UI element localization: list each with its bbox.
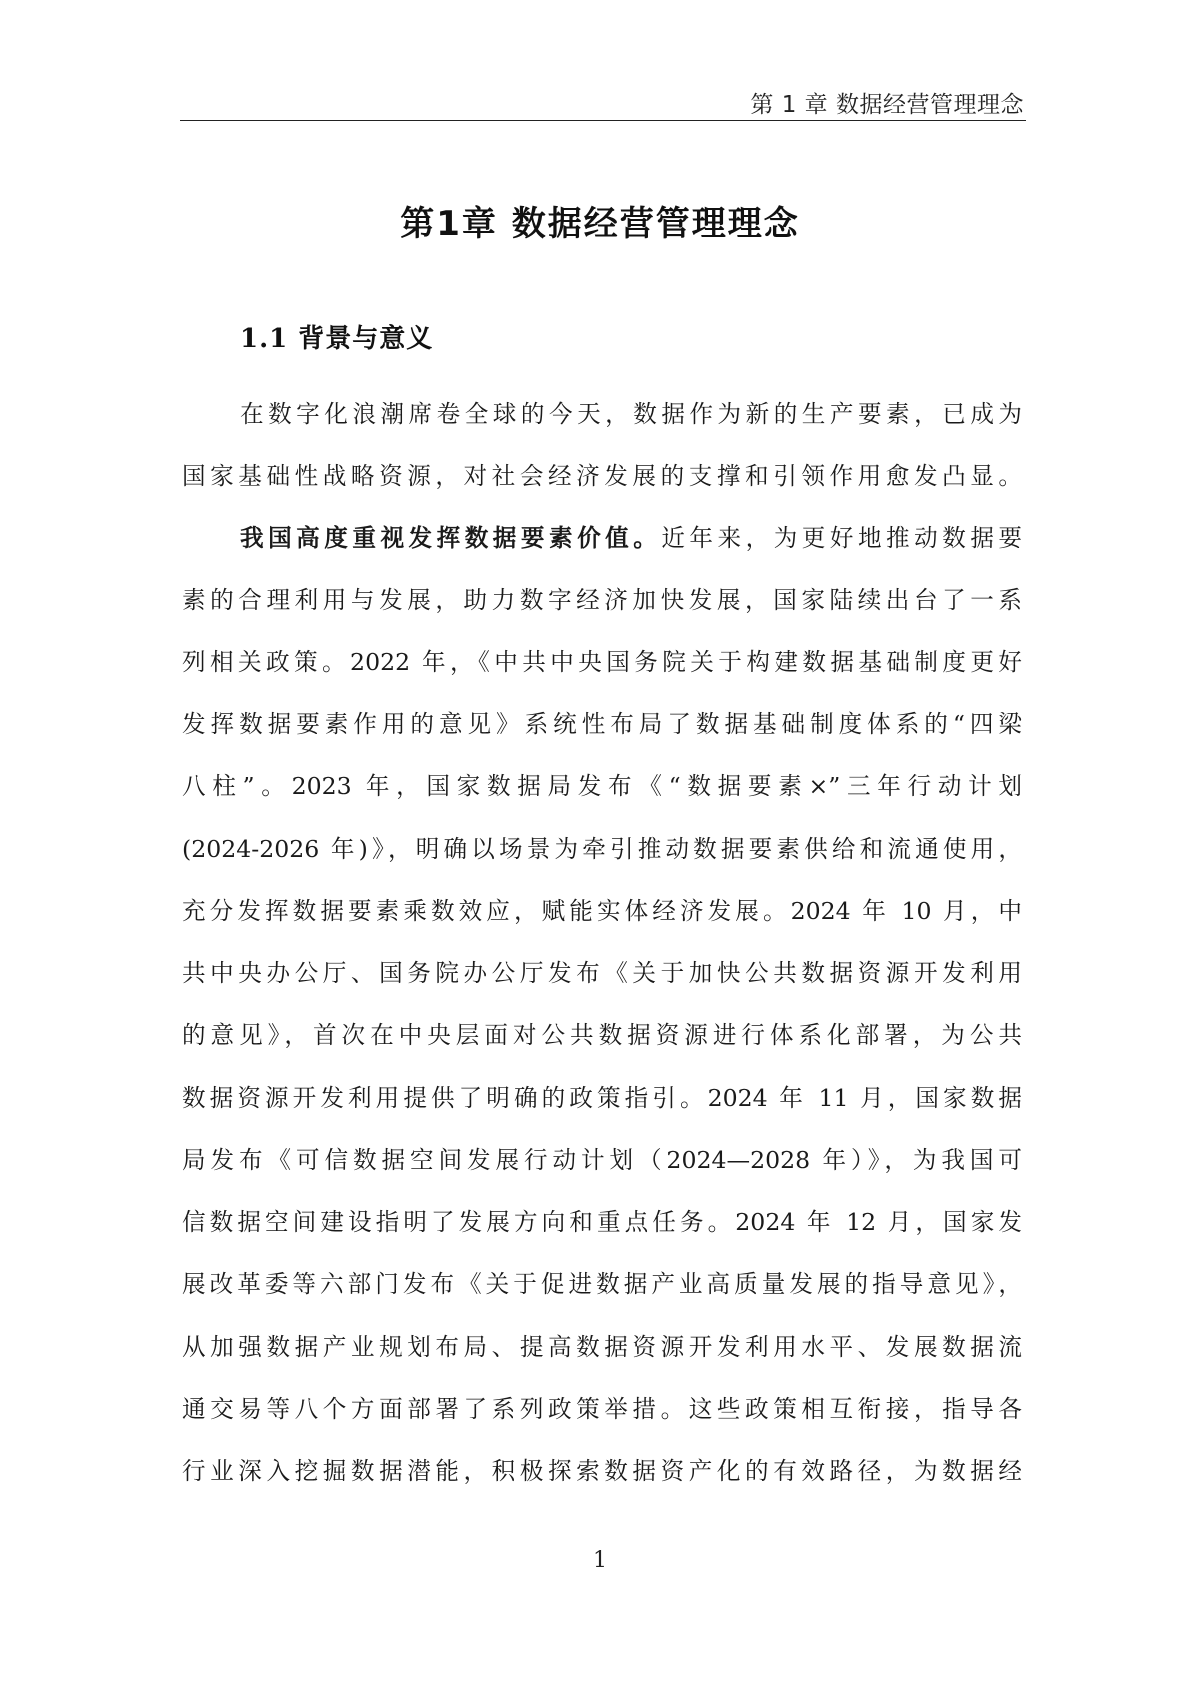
paragraph-2-line-15: 通交易等八个方面部署了系列政策举措。这些政策相互衔接，指导各	[182, 1395, 1022, 1423]
paragraph-2-line-8: 共中央办公厅、国务院办公厅发布《关于加快公共数据资源开发利用	[182, 959, 1022, 987]
paragraph-2-line-3: 列相关政策。2022 年，《中共中央国务院关于构建数据基础制度更好	[182, 648, 1022, 676]
paragraph-2-lead-rest: 近年来，为更好地推动数据要	[661, 524, 1023, 552]
paragraph-2-line-14: 从加强数据产业规划布局、提高数据资源开发利用水平、发展数据流	[182, 1333, 1022, 1361]
paragraph-2-line-5: 八柱”。2023 年，国家数据局发布《“数据要素×”三年行动计划	[182, 772, 1022, 800]
paragraph-2-lead: 我国高度重视发挥数据要素价值。	[240, 524, 662, 552]
paragraph-2-line-1	[240, 518, 1022, 558]
chapter-title: 第1章 数据经营管理理念	[400, 204, 800, 244]
paragraph-2-line-2: 素的合理利用与发展，助力数字经济加快发展，国家陆续出台了一系	[182, 586, 1022, 614]
paragraph-2-line-11: 局发布《可信数据空间发展行动计划（2024—2028 年）》，为我国可	[182, 1146, 1022, 1174]
paragraph-1-line-2: 国家基础性战略资源，对社会经济发展的支撑和引领作用愈发凸显。	[182, 462, 1022, 490]
paragraph-2-line-9: 的意见》，首次在中央层面对公共数据资源进行体系化部署，为公共	[182, 1021, 1022, 1049]
paragraph-1-line-1: 在数字化浪潮席卷全球的今天，数据作为新的生产要素，已成为	[240, 400, 1022, 428]
running-header: 第 1 章 数据经营管理理念	[750, 92, 1024, 118]
section-heading: 1.1 背景与意义	[240, 324, 434, 354]
paragraph-2-line-16: 行业深入挖掘数据潜能，积极探索数据资产化的有效路径，为数据经	[182, 1457, 1022, 1485]
paragraph-2-line-12: 信数据空间建设指明了发展方向和重点任务。2024 年 12 月，国家发	[182, 1208, 1022, 1236]
paragraph-2-line-4: 发挥数据要素作用的意见》系统性布局了数据基础制度体系的“四梁	[182, 710, 1022, 738]
paragraph-2-line-6: (2024-2026 年)》，明确以场景为牵引推动数据要素供给和流通使用，	[182, 835, 1022, 863]
paragraph-2-line-13: 展改革委等六部门发布《关于促进数据产业高质量发展的指导意见》，	[182, 1270, 1022, 1298]
page-number: 1	[593, 1548, 607, 1573]
header-rule	[180, 120, 1026, 121]
paragraph-2-line-7: 充分发挥数据要素乘数效应，赋能实体经济发展。2024 年 10 月，中	[182, 897, 1022, 925]
paragraph-2-line-10: 数据资源开发利用提供了明确的政策指引。2024 年 11 月，国家数据	[182, 1084, 1022, 1112]
